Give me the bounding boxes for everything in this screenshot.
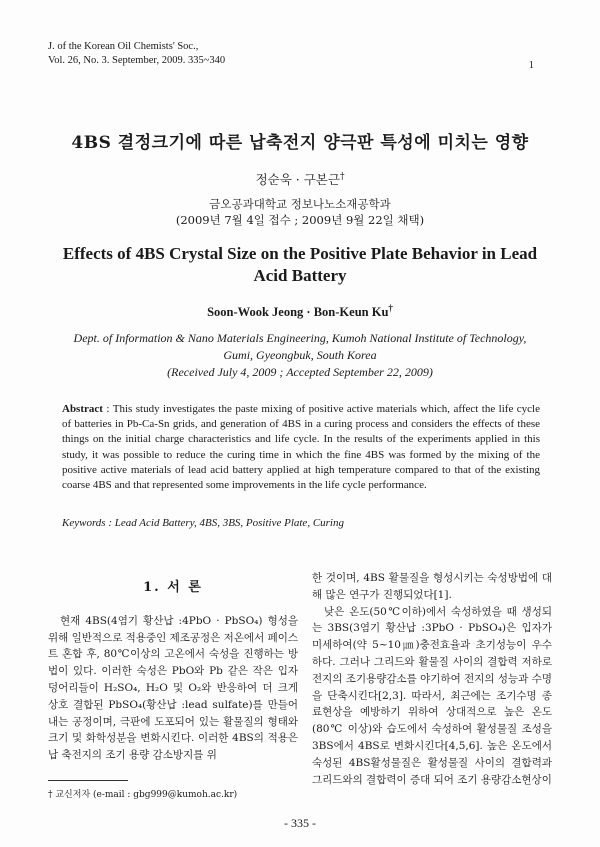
authors-english	[0, 302, 600, 320]
dates-english: (Received July 4, 2009 ; Accepted September 22, 2009)	[167, 365, 433, 379]
right-column	[312, 570, 552, 788]
corresponding-mark: †	[339, 171, 345, 182]
affiliation-korean-block	[0, 196, 600, 228]
journal-header	[48, 40, 225, 68]
footnote-divider	[48, 780, 128, 781]
footnote-corresponding-author: † 교신저자 (e-mail : gbg999@kumoh.ac.kr)	[48, 790, 238, 800]
abstract-separator: :	[102, 403, 113, 415]
page-marker: 1	[528, 60, 534, 71]
title-english: Effects of 4BS Crystal Size on the Positive Plate Behavior in Lead Acid Battery	[62, 244, 538, 285]
journal-name: J. of the Korean Oil Chemists' Soc.,	[48, 41, 199, 52]
abstract-label: Abstract	[62, 403, 103, 415]
journal-volume: Vol. 26, No. 3. September, 2009. 335~340	[48, 55, 226, 66]
intro-paragraph-1: 현재 4BS(4염기 황산납 :4PbO · PbSO₄) 형성을 위해 일반적으로 적용중인 제조공정은 저온에서 페이스트 혼합 후, 80℃이상의 고온에서 숙성을 진행하는 방법이 있다. 이러한 숙성은 PbO와 Pb 같은 작은 입자 덩어리들이 H₂SO₄, H₂O 및 O₂와 반응하여 더 크게 상호 결합된 PbSO₄(황산납 :lead sulfate)를 만들어 내는 공정이며, 극판에 도포되어 있는 활물질의 형태와 크기 및 화학성분을 변화시킨다. 이러한 4BS의 적용은 납 축전지의 조기 용량 감소방지를 위	[48, 614, 298, 762]
left-column	[48, 580, 298, 764]
authors-korean	[0, 170, 600, 188]
affiliation-english-block	[60, 330, 540, 381]
abstract	[62, 402, 540, 493]
authors-english-names: Soon-Wook Jeong · Bon-Keun Ku	[207, 305, 389, 319]
corresponding-mark-en: †	[388, 302, 393, 313]
affiliation-english: Dept. of Information & Nano Materials Engineering, Kumoh National Institute of Technology, Gumi, Gyeongbuk, South Korea	[73, 331, 527, 362]
intro-paragraph-1-continued: 한 것이며, 4BS 활물질을 형성시키는 숙성방법에 대해 많은 연구가 진행되었다[1].	[312, 572, 552, 601]
title-korean: 4BS 결정크기에 따른 납축전지 양극판 특성에 미치는 영향	[71, 133, 529, 153]
abstract-text: This study investigates the paste mixing of positive active materials which, affect the life cycle of batteries in Pb-Ca-Sn grids, and generation of 4BS in a curing process and considers the effects of these things on the initial charge characteristics and life cycle. In the results of the experiments applied in this study, it was possible to reduce the curing time in which the fine 4BS was formed by the mixing of the positive active materials of lead acid battery applied at high temperature compared to that of the existing coarse 4BS and that represented some improvements in the life cycle performance.	[62, 403, 540, 492]
page-number: - 335 -	[284, 816, 316, 830]
intro-paragraph-2: 낮은 온도(50℃이하)에서 숙성하였을 때 생성되는 3BS(3염기 황산납 :3PbO · PbSO₄)은 입자가 미세하여(약 5~10㎛)충전효율과 초기성능이 우수하다. 그러나 그리드와 활물질 사이의 결합력 저하로 전지의 조기용량감소를 야기하여 전지의 성능과 수명을 단축시킨다[2,3]. 따라서, 최근에는 조기수명 종료현상을 예방하기 위하여 상대적으로 높은 온도(80℃ 이상)와 습도에서 숙성하여 활성물질 조성을 3BS에서 4BS로 변화시킨다[4,5,6]. 높은 온도에서 숙성된 4BS활성물질은 활성물질 사이의 결합력과 그리드와의 결합력이 증대 되어 조기 용량감소현상이	[312, 605, 552, 786]
keywords: Keywords : Lead Acid Battery, 4BS, 3BS, Positive Plate, Curing	[62, 517, 344, 529]
dates-korean: (2009년 7월 4일 접수 ; 2009년 9월 22일 채택)	[175, 213, 425, 227]
section-heading-introduction: 1. 서 론	[143, 580, 203, 595]
authors-korean-names: 정순욱 · 구본근	[255, 172, 340, 187]
affiliation-korean: 금오공과대학교 정보나노소재공학과	[209, 197, 391, 211]
